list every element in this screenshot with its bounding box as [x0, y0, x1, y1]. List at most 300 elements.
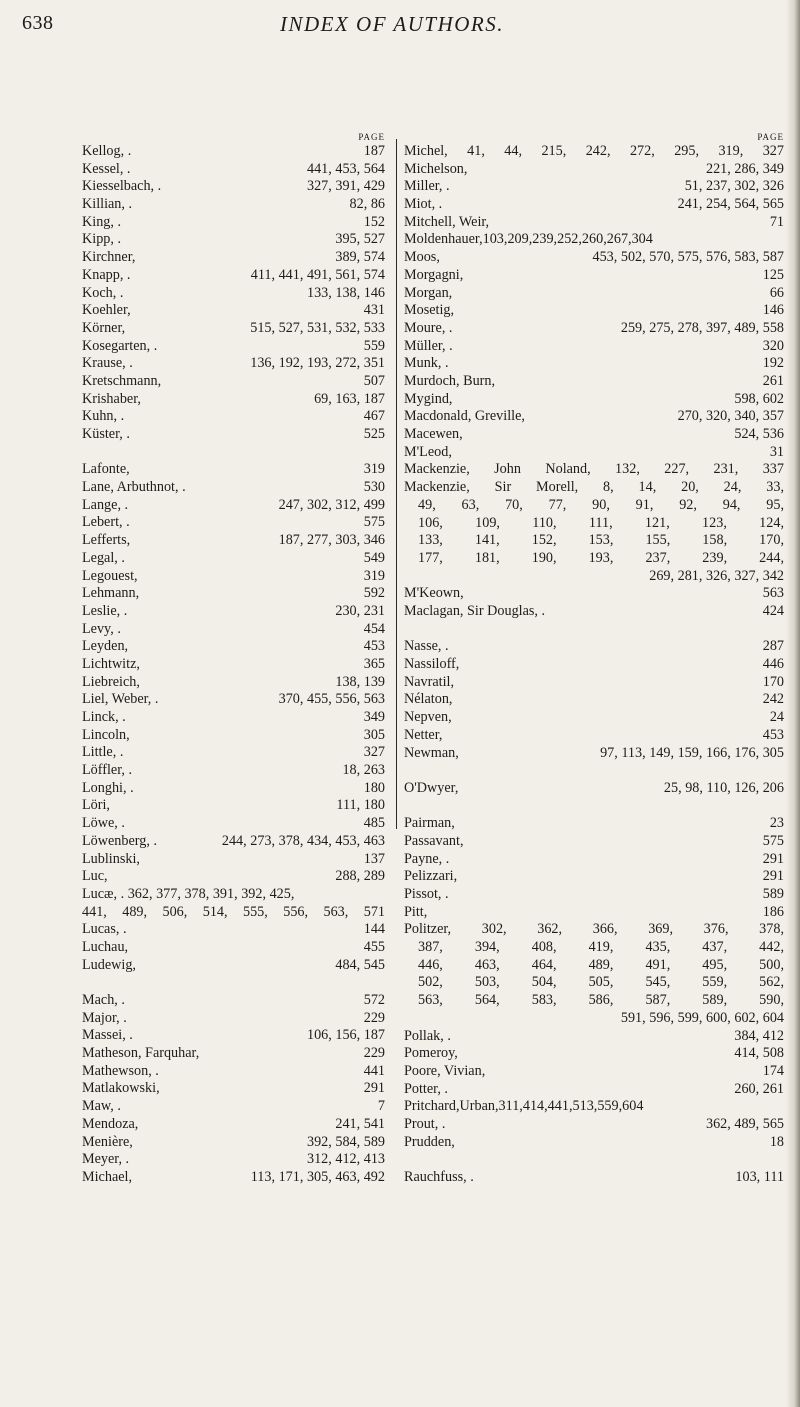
author-name: Koehler,: [82, 302, 131, 319]
index-entry: [82, 1045, 385, 1063]
author-name: Killian, .: [82, 196, 133, 213]
index-entry: [82, 479, 385, 497]
page-references: 82, 86: [349, 196, 385, 213]
index-entry: [404, 603, 784, 621]
page-references: 431: [363, 302, 385, 319]
author-name: Maclagan, Sir Douglas, .: [404, 603, 546, 619]
author-name: Mathewson, .: [82, 1062, 159, 1079]
page-references: 66: [769, 284, 784, 301]
page-references: 260, 261: [734, 1080, 784, 1097]
author-name: Major, .: [82, 1009, 127, 1026]
author-name: Lange, .: [82, 496, 129, 513]
page-references: 287: [762, 638, 784, 655]
page-references: 152: [363, 213, 385, 230]
index-entry: [404, 302, 784, 320]
page-number: 638: [22, 12, 54, 34]
index-entry: [82, 939, 385, 957]
author-name: Müller, .: [404, 337, 453, 354]
index-entry: [404, 904, 784, 922]
author-name: Mendoza,: [82, 1115, 139, 1132]
index-entry: [82, 514, 385, 532]
page-references: 598, 602: [734, 390, 784, 407]
index-entry: [82, 603, 385, 621]
page-references: 365: [363, 655, 385, 672]
author-name: Liel, Weber, .: [82, 691, 159, 708]
page-references: 305: [363, 726, 385, 743]
index-entry: [404, 391, 784, 409]
index-entry: [82, 320, 385, 338]
author-name: Pelizzari,: [404, 868, 458, 885]
index-entry: [404, 1169, 784, 1187]
page-references: 113, 171, 305, 463, 492: [250, 1168, 385, 1185]
author-name: Lublinski,: [82, 850, 140, 867]
page-references: 137: [363, 850, 385, 867]
author-name: Liebreich,: [82, 673, 140, 690]
author-name: Morgan,: [404, 284, 453, 301]
author-name: Navratil,: [404, 673, 455, 690]
index-entry: [404, 267, 784, 285]
index-entry: [404, 1045, 784, 1063]
author-name: Pomeroy,: [404, 1045, 458, 1062]
author-name: Matheson, Farquhar,: [82, 1045, 200, 1062]
author-name: Kiesselbach, .: [82, 178, 162, 195]
index-entry: [82, 1151, 385, 1169]
author-name: Kellog, .: [82, 143, 132, 159]
index-entry: [82, 355, 385, 373]
page-references: 312, 412, 413: [306, 1151, 385, 1168]
author-name: M'Keown,: [404, 585, 464, 602]
author-name: Longhi, .: [82, 779, 134, 796]
index-entry: [404, 974, 784, 992]
author-name: Krause, .: [82, 355, 133, 372]
index-entry: [82, 143, 385, 161]
page-references: 288, 289: [335, 868, 385, 885]
author-name: Löffler, .: [82, 762, 132, 779]
index-entry: [404, 585, 784, 603]
author-name: Menière,: [82, 1133, 133, 1150]
index-entry: [82, 815, 385, 833]
entry-text: 106, 109, 110, 111, 121, 123, 124,: [418, 514, 784, 531]
author-name: Pitt,: [404, 903, 428, 920]
index-entry: [82, 921, 385, 939]
index-entry: [404, 992, 784, 1010]
index-entry: [82, 674, 385, 692]
author-name: Löwe, .: [82, 815, 125, 832]
page-references: 484, 545: [335, 956, 385, 973]
author-name: Lebert, .: [82, 514, 130, 531]
author-name: Pollak, .: [404, 1027, 451, 1044]
index-entry: [404, 851, 784, 869]
index-entry: [404, 1098, 784, 1116]
page-references: 575: [762, 832, 784, 849]
author-name: Legouest,: [82, 567, 138, 584]
author-name: Mosetig,: [404, 302, 455, 319]
index-entry: [404, 638, 784, 656]
author-name: Payne, .: [404, 850, 450, 867]
author-name: Mitchell, Weir,: [404, 213, 490, 230]
page-references: 111, 180: [336, 797, 385, 814]
page-references: 230, 231: [335, 602, 385, 619]
page-header: [22, 8, 762, 38]
index-entry: [404, 143, 784, 161]
index-entry: [82, 302, 385, 320]
page-references: 23: [769, 815, 784, 832]
index-entry: [404, 727, 784, 745]
author-name: Lucas, .: [82, 921, 127, 938]
author-name: Little, .: [82, 744, 124, 761]
author-name: Massei, .: [82, 1027, 133, 1044]
author-name: Munk, .: [404, 355, 449, 372]
index-entry: [82, 1116, 385, 1134]
index-entry: [404, 497, 784, 515]
index-entry: [82, 1027, 385, 1045]
page-references: 291: [762, 868, 784, 885]
index-entry: [404, 656, 784, 674]
index-entry: [82, 408, 385, 426]
page-references: 187: [363, 143, 385, 159]
index-entry: [404, 444, 784, 462]
page-references: 187, 277, 303, 346: [278, 532, 385, 549]
page-references: 454: [363, 620, 385, 637]
index-entry: [82, 585, 385, 603]
page-references: 327, 391, 429: [306, 178, 385, 195]
index-entry: [404, 1081, 784, 1099]
index-entry: [82, 178, 385, 196]
group-gap: [404, 762, 784, 780]
entry-text: 446, 463, 464, 489, 491, 495, 500,: [418, 956, 784, 973]
index-entry: [82, 497, 385, 515]
author-name: Lichtwitz,: [82, 655, 140, 672]
page-references: 269, 281, 326, 327, 342: [649, 567, 784, 584]
page-references: 170: [762, 673, 784, 690]
page-references: 270, 320, 340, 357: [677, 408, 784, 425]
page-references: 319: [363, 461, 385, 478]
author-name: Leslie, .: [82, 602, 128, 619]
author-name: Luchau,: [82, 938, 129, 955]
page-references: 524, 536: [734, 426, 784, 443]
author-name: Körner,: [82, 319, 126, 336]
entry-text: 177, 181, 190, 193, 237, 239, 244,: [418, 549, 784, 566]
author-name: Potter, .: [404, 1080, 448, 1097]
author-name: Luc,: [82, 868, 108, 885]
page-references: 319: [363, 567, 385, 584]
author-name: Pairman,: [404, 815, 455, 832]
author-name: Moos,: [404, 249, 440, 266]
group-gap: [82, 974, 385, 992]
page-references: 592: [363, 585, 385, 602]
page-edge-shadow: [786, 0, 800, 1407]
index-entry: [404, 214, 784, 232]
index-entry: [82, 957, 385, 975]
author-name: Macewen,: [404, 426, 463, 443]
page-references: 106, 156, 187: [306, 1027, 385, 1044]
page-references: 259, 275, 278, 397, 489, 558: [620, 319, 784, 336]
index-entry: [82, 532, 385, 550]
index-entry: [404, 515, 784, 533]
page-references: 229: [363, 1045, 385, 1062]
right-index-column: [404, 131, 784, 1187]
entry-text: 441, 489, 506, 514, 555, 556, 563, 571: [82, 903, 385, 920]
index-entry: [82, 249, 385, 267]
page-references: 525: [363, 426, 385, 442]
author-name: Newman,: [404, 744, 459, 761]
author-name: Nepven,: [404, 709, 452, 726]
index-entry: [82, 161, 385, 179]
page-references: 242: [762, 691, 784, 708]
index-entry: [82, 727, 385, 745]
page-references: 69, 163, 187: [314, 390, 385, 407]
author-name: Krishaber,: [82, 390, 141, 407]
page-references: 144: [363, 921, 385, 938]
index-entry: [82, 1080, 385, 1098]
page-references: 103, 111: [735, 1169, 784, 1186]
page-references: 7: [377, 1098, 385, 1115]
author-name: Lafonte,: [82, 461, 130, 478]
index-entry: [404, 674, 784, 692]
page-references: 25, 98, 110, 126, 206: [663, 779, 784, 796]
index-entry: [404, 479, 784, 497]
index-entry: [404, 231, 784, 249]
page-references: 572: [363, 992, 385, 1009]
entry-text: Michel, 41, 44, 215, 242, 272, 295, 319, 327: [404, 143, 784, 159]
page-references: 261: [762, 372, 784, 389]
author-name: M'Leod,: [404, 443, 452, 460]
index-entry: [82, 214, 385, 232]
index-entry: [404, 550, 784, 568]
page-references: 453: [762, 726, 784, 743]
index-entry: [404, 338, 784, 356]
index-entry: [404, 408, 784, 426]
page-references: 133, 138, 146: [306, 284, 385, 301]
author-name: Linck, .: [82, 709, 126, 725]
index-entry: [404, 1134, 784, 1152]
author-name: Nassiloff,: [404, 656, 460, 673]
index-entry: [404, 921, 784, 939]
page-references: 97, 113, 149, 159, 166, 176, 305: [600, 744, 784, 761]
page-references: 138, 139: [335, 673, 385, 690]
group-gap: [404, 621, 784, 639]
author-name: O'Dwyer,: [404, 779, 459, 796]
index-entry: [404, 568, 784, 586]
index-entry: [82, 1169, 385, 1187]
index-entry: [82, 621, 385, 639]
page-column-label: PAGE: [358, 132, 385, 142]
author-name: Lucæ, . 362, 377, 378, 391, 392, 425,: [82, 885, 295, 902]
left-index-column: [82, 131, 385, 1187]
index-entry: [82, 691, 385, 709]
author-name: Leyden,: [82, 638, 129, 655]
page-references: 563: [762, 585, 784, 602]
entry-text: 387, 394, 408, 419, 435, 437, 442,: [418, 939, 784, 956]
index-entry: [82, 231, 385, 249]
author-name: Nasse, .: [404, 638, 449, 655]
index-entry: [82, 886, 385, 904]
index-entry: [82, 568, 385, 586]
index-entry: [82, 992, 385, 1010]
page-references: 146: [762, 302, 784, 319]
page-references: 18, 263: [342, 762, 385, 779]
index-entry: [82, 780, 385, 798]
page-references: 453: [363, 638, 385, 655]
page-references: 51, 237, 302, 326: [684, 178, 784, 195]
entry-text: 49, 63, 70, 77, 90, 91, 92, 94, 95,: [418, 496, 784, 513]
page-references: 370, 455, 556, 563: [278, 691, 385, 708]
index-entry: [404, 1010, 784, 1028]
entry-text: 502, 503, 504, 505, 545, 559, 562,: [418, 974, 784, 991]
author-name: Lehmann,: [82, 585, 140, 602]
author-name: Legal, .: [82, 549, 125, 566]
index-entry: [404, 745, 784, 763]
index-entry: [404, 780, 784, 798]
page-references: 18: [769, 1133, 784, 1150]
page-references: 411, 441, 491, 561, 574: [250, 266, 385, 283]
page-references: 559: [363, 337, 385, 354]
author-name: Kessel, .: [82, 160, 131, 177]
author-name: Morgagni,: [404, 266, 464, 283]
page-references: 424: [762, 603, 784, 619]
entry-text: Moldenhauer,103,209,239,252,260,267,304: [404, 231, 653, 248]
author-name: Mach, .: [82, 992, 125, 1009]
page-references: 575: [363, 514, 385, 531]
index-entry: [404, 1116, 784, 1134]
page-references: 549: [363, 549, 385, 566]
index-entry: [404, 285, 784, 303]
entry-text: Politzer, 302, 362, 366, 369, 376, 378,: [404, 921, 784, 938]
entry-text: 563, 564, 583, 586, 587, 589, 590,: [418, 992, 784, 1009]
author-name: Küster, .: [82, 426, 130, 442]
page-references: 291: [762, 850, 784, 867]
author-name: Passavant,: [404, 832, 464, 849]
index-entry: [82, 461, 385, 479]
index-entry: [404, 461, 784, 479]
index-entry: [82, 851, 385, 869]
page-references: 241, 541: [335, 1115, 385, 1132]
author-name: Miller, .: [404, 178, 450, 195]
author-name: Ludewig,: [82, 956, 136, 973]
page-references: 485: [363, 815, 385, 832]
index-entry: [82, 196, 385, 214]
author-name: Nélaton,: [404, 691, 453, 708]
page-references: 530: [363, 479, 385, 496]
index-entry: [404, 815, 784, 833]
author-name: Levy, .: [82, 620, 121, 637]
page-references: 453, 502, 570, 575, 576, 583, 587: [592, 249, 784, 266]
index-entry: [404, 1028, 784, 1046]
index-entry: [404, 957, 784, 975]
index-entry: [404, 868, 784, 886]
page-references: 221, 286, 349: [705, 160, 784, 177]
author-name: Löri,: [82, 797, 110, 814]
author-name: Löwenberg, .: [82, 832, 157, 849]
page-references: 192: [762, 355, 784, 372]
author-name: Lefferts,: [82, 532, 131, 549]
author-name: Prout, .: [404, 1116, 446, 1133]
author-name: Netter,: [404, 726, 443, 743]
page-references: 229: [363, 1009, 385, 1026]
author-name: Kirchner,: [82, 249, 136, 266]
author-name: Michael,: [82, 1168, 133, 1185]
entry-text: 133, 141, 152, 153, 155, 158, 170,: [418, 532, 784, 549]
page-references: 467: [363, 408, 385, 425]
index-entry: [82, 656, 385, 674]
index-entry: [404, 691, 784, 709]
page-references: 384, 412: [734, 1027, 784, 1044]
page-references: 327: [363, 744, 385, 761]
index-entry: [404, 426, 784, 444]
page-references: 320: [762, 337, 784, 354]
index-entry: [82, 426, 385, 444]
page-references: 362, 489, 565: [705, 1116, 784, 1133]
index-entry: [404, 532, 784, 550]
author-name: Meyer, .: [82, 1151, 130, 1168]
author-name: Kretschmann,: [82, 372, 162, 389]
author-name: King, .: [82, 213, 122, 230]
index-entry: [82, 373, 385, 391]
entry-text: Mackenzie, John Noland, 132, 227, 231, 337: [404, 461, 784, 478]
page-references: 441: [363, 1062, 385, 1079]
index-entry: [82, 709, 385, 727]
page-references: 392, 584, 589: [306, 1133, 385, 1150]
author-name: Prudden,: [404, 1133, 455, 1150]
author-name: Moure, .: [404, 319, 453, 336]
page-references: 247, 302, 312, 499: [278, 496, 385, 513]
page-references: 389, 574: [335, 249, 385, 266]
author-name: Poore, Vivian,: [404, 1062, 486, 1079]
page-references: 174: [762, 1062, 784, 1079]
index-entry: [404, 939, 784, 957]
author-name: Maw, .: [82, 1098, 121, 1115]
page-references: 180: [363, 779, 385, 796]
page-references: 125: [762, 266, 784, 283]
page-references: 589: [762, 886, 784, 902]
index-entry: [82, 797, 385, 815]
group-gap: [404, 798, 784, 816]
entry-text: Mackenzie, Sir Morell, 8, 14, 20, 24, 33,: [404, 479, 784, 496]
page-references: 71: [769, 213, 784, 230]
index-entry: [82, 833, 385, 851]
author-name: Pissot, .: [404, 886, 449, 902]
page-references: 395, 527: [335, 231, 385, 248]
page-references: 241, 254, 564, 565: [677, 196, 784, 213]
index-entry: [82, 1063, 385, 1081]
index-entry: [404, 833, 784, 851]
index-entry: [82, 904, 385, 922]
index-entry: [82, 550, 385, 568]
index-entry: [82, 1134, 385, 1152]
author-name: Kipp, .: [82, 231, 122, 248]
author-name: Michelson,: [404, 160, 468, 177]
author-name: Rauchfuss, .: [404, 1169, 474, 1186]
index-entry: [404, 196, 784, 214]
group-gap: [404, 1151, 784, 1169]
index-entry: [82, 267, 385, 285]
author-name: Kuhn, .: [82, 408, 125, 425]
author-name: Lane, Arbuthnot, .: [82, 479, 186, 496]
index-entry: [404, 355, 784, 373]
index-entry: [82, 744, 385, 762]
group-gap: [82, 444, 385, 462]
index-entry: [404, 320, 784, 338]
page-references: 24: [769, 709, 784, 726]
column-divider: [396, 139, 397, 829]
index-entry: [404, 373, 784, 391]
index-entry: [404, 249, 784, 267]
author-name: Murdoch, Burn,: [404, 372, 496, 389]
page-references: 349: [363, 709, 385, 725]
entry-text: Pritchard,Urban,311,414,441,513,559,604: [404, 1098, 644, 1115]
page-references: 515, 527, 531, 532, 533: [250, 319, 385, 336]
index-entry: [82, 1010, 385, 1028]
